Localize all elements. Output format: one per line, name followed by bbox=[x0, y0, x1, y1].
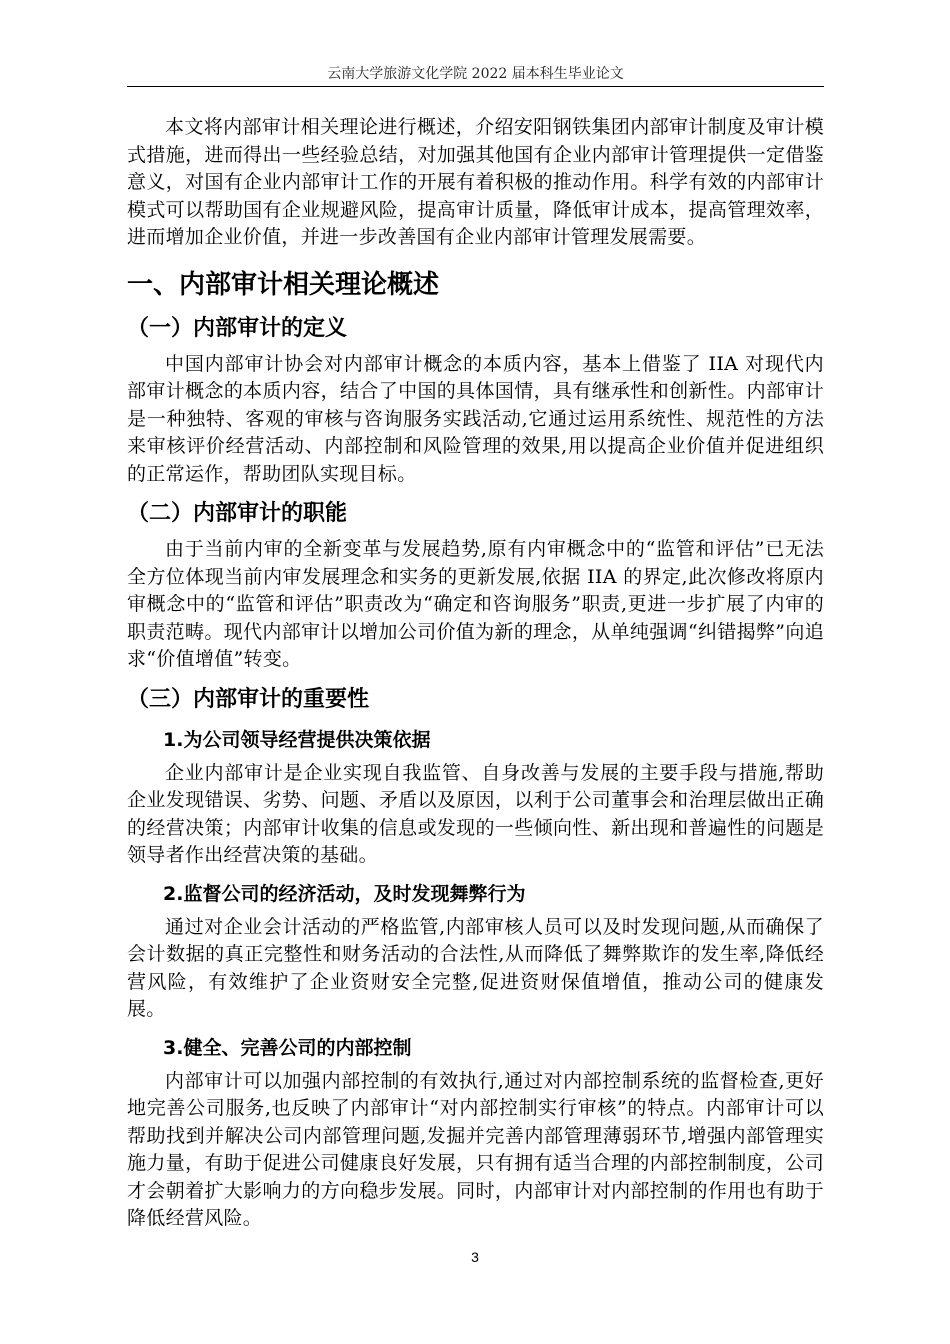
document-body bbox=[127, 114, 824, 1233]
section-heading-importance: （三）内部审计的重要性 bbox=[127, 686, 370, 712]
subsection-paragraph-supervision: 通过对企业会计活动的严格监管,内部审核人员可以及时发现问题,从而确保了会计数据的真正完整性和财务活动的合法性,从而降低了舞弊欺诈的发生率,降低经营风险，有效维护了企业资财安全完整,促进资财保值增值，推动公司的健康发展。 bbox=[127, 915, 824, 1020]
section-paragraph-definition: 中国内部审计协会对内部审计概念的本质内容，基本上借鉴了 IIA 对现代内部审计概念的本质内容，结合了中国的具体国情，具有继承性和创新性。内部审计是一种独特、客观的审核与咨询服务实践活动,它通过运用系统性、规范性的方法来审核评价经营活动、内部控制和风险管理的效果,用以提高企业价值并促进组织的正常运作，帮助团队实现目标。 bbox=[127, 352, 824, 485]
running-header: 云南大学旅游文化学院 2022 届本科生毕业论文 bbox=[327, 66, 624, 82]
page-number: 3 bbox=[471, 1249, 479, 1265]
subsection-heading-decision-basis: 1.为公司领导经营提供决策依据 bbox=[163, 728, 431, 751]
subsection-heading-supervision: 2.监督公司的经济活动，及时发现舞弊行为 bbox=[163, 882, 526, 905]
section-paragraph-functions: 由于当前内审的全新变革与发展趋势,原有内审概念中的“监管和评估”已无法全方位体现当前内审发展理念和实务的更新发展,依据 IIA 的界定,此次修改将原内审概念中的“监管和评估”职责改为“确定和咨询服务”职责,更进一步扩展了内审的职责范畴。现代内部审计以增加公司价值为新的理念，从单纯强调“纠错揭弊”向追求“价值增值”转变。 bbox=[127, 538, 824, 670]
subsection-paragraph-internal-control: 内部审计可以加强内部控制的有效执行,通过对内部控制系统的监督检查,更好地完善公司服务,也反映了内部审计“对内部控制实行审核”的特点。内部审计可以帮助找到并解决公司内部管理问题,发掘并完善内部管理薄弱环节,增强内部管理实施力量，有助于促进公司健康良好发展，只有拥有适当合理的内部控制制度，公司才会朝着扩大影响力的方向稳步发展。同时，内部审计对内部控制的作用也有助于降低经营风险。 bbox=[127, 1069, 824, 1229]
section-heading-definition: （一）内部审计的定义 bbox=[127, 315, 348, 341]
intro-paragraph: 本文将内部审计相关理论进行概述，介绍安阳钢铁集团内部审计制度及审计模式措施，进而得出一些经验总结，对加强其他国有企业内部审计管理提供一定借鉴意义，对国有企业内部审计工作的开展有着积极的推动作用。科学有效的内部审计模式可以帮助国有企业规避风险，提高审计质量，降低审计成本，提高管理效率，进而增加企业价值，并进一步改善国有企业内部审计管理发展需要。 bbox=[127, 116, 824, 248]
chapter-heading: 一、内部审计相关理论概述 bbox=[127, 269, 440, 300]
section-heading-functions: （二）内部审计的职能 bbox=[127, 501, 348, 526]
header-rule bbox=[127, 86, 824, 87]
subsection-paragraph-decision-basis: 企业内部审计是企业实现自我监管、自身改善与发展的主要手段与措施,帮助企业发现错误、劣势、问题、矛盾以及原因，以利于公司董事会和治理层做出正确的经营决策；内部审计收集的信息或发现的一些倾向性、新出现和普遍性的问题是领导者作出经营决策的基础。 bbox=[127, 761, 824, 866]
subsection-heading-internal-control: 3.健全、完善公司的内部控制 bbox=[163, 1036, 412, 1059]
